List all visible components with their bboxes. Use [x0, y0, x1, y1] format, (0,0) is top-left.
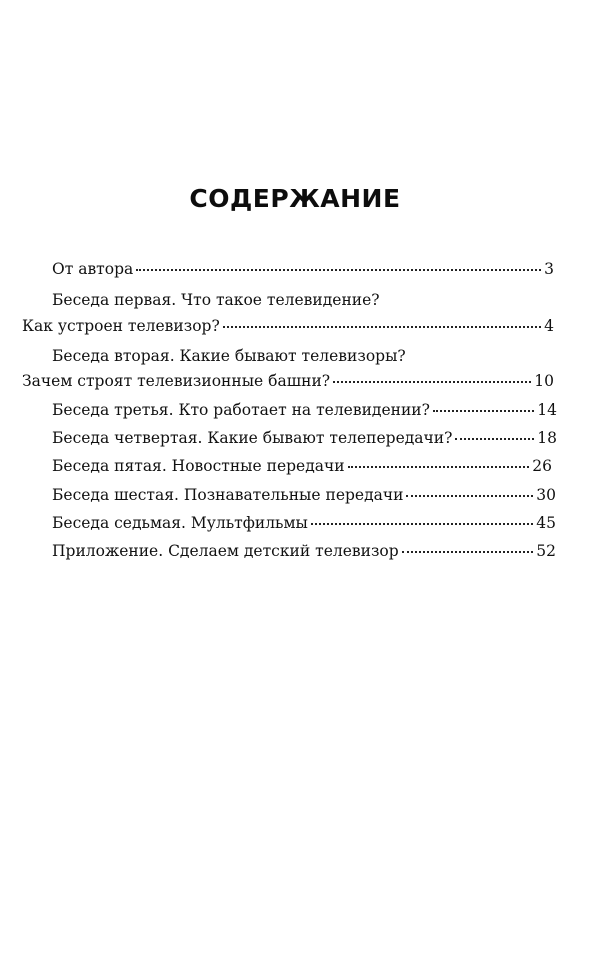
page-title: СОДЕРЖАНИЕ	[189, 184, 401, 213]
dot-leader	[455, 437, 534, 440]
toc-entry-page: 45	[536, 514, 556, 532]
dot-leader	[136, 268, 541, 271]
dot-leader	[311, 522, 533, 525]
toc-entry-text: Как устроен телевизор?	[22, 317, 220, 335]
toc-entry-page: 10	[534, 372, 554, 390]
toc-entry-text: Беседа пятая. Новостные передачи	[52, 457, 345, 475]
toc-entry-text: Зачем строят телевизионные башни?	[22, 372, 331, 390]
toc-entry-page: 14	[537, 401, 557, 419]
toc-entry-page: 52	[536, 542, 556, 560]
toc-entry-text: Приложение. Сделаем детский телевизор	[52, 542, 399, 560]
toc-entry-page: 30	[536, 486, 556, 504]
toc-entry	[52, 485, 556, 505]
toc-entry	[22, 316, 554, 336]
toc-entry-page: 4	[544, 317, 554, 335]
toc-entry-page: 18	[537, 429, 557, 447]
dot-leader	[333, 380, 531, 383]
toc-entry	[52, 428, 557, 448]
toc-entry	[52, 541, 556, 561]
toc-entry-text: Беседа шестая. Познавательные передачи	[52, 486, 404, 504]
toc-entry	[52, 400, 557, 420]
toc-entry	[52, 290, 554, 310]
toc-entry-page: 3	[544, 260, 554, 278]
dot-leader	[223, 325, 541, 328]
toc-entry-text: Беседа четвертая. Какие бывают телепередачи?	[52, 429, 453, 447]
toc-entry	[52, 259, 554, 279]
toc-entry-text: Беседа седьмая. Мультфильмы	[52, 514, 308, 532]
dot-leader	[402, 550, 534, 553]
toc-entry	[22, 371, 554, 391]
toc-entry-text: От автора	[52, 260, 134, 278]
toc-entry-text: Беседа третья. Кто работает на телевидении?	[52, 401, 430, 419]
toc-entry	[52, 513, 556, 533]
dot-leader	[433, 409, 534, 412]
toc-entry	[52, 456, 552, 476]
toc-entry-text: Беседа вторая. Какие бывают телевизоры?	[52, 347, 406, 365]
dot-leader	[348, 465, 530, 468]
toc-entry	[52, 346, 554, 366]
dot-leader	[406, 494, 533, 497]
toc-entry-text: Беседа первая. Что такое телевидение?	[52, 291, 380, 309]
toc-entry-page: 26	[532, 457, 552, 475]
